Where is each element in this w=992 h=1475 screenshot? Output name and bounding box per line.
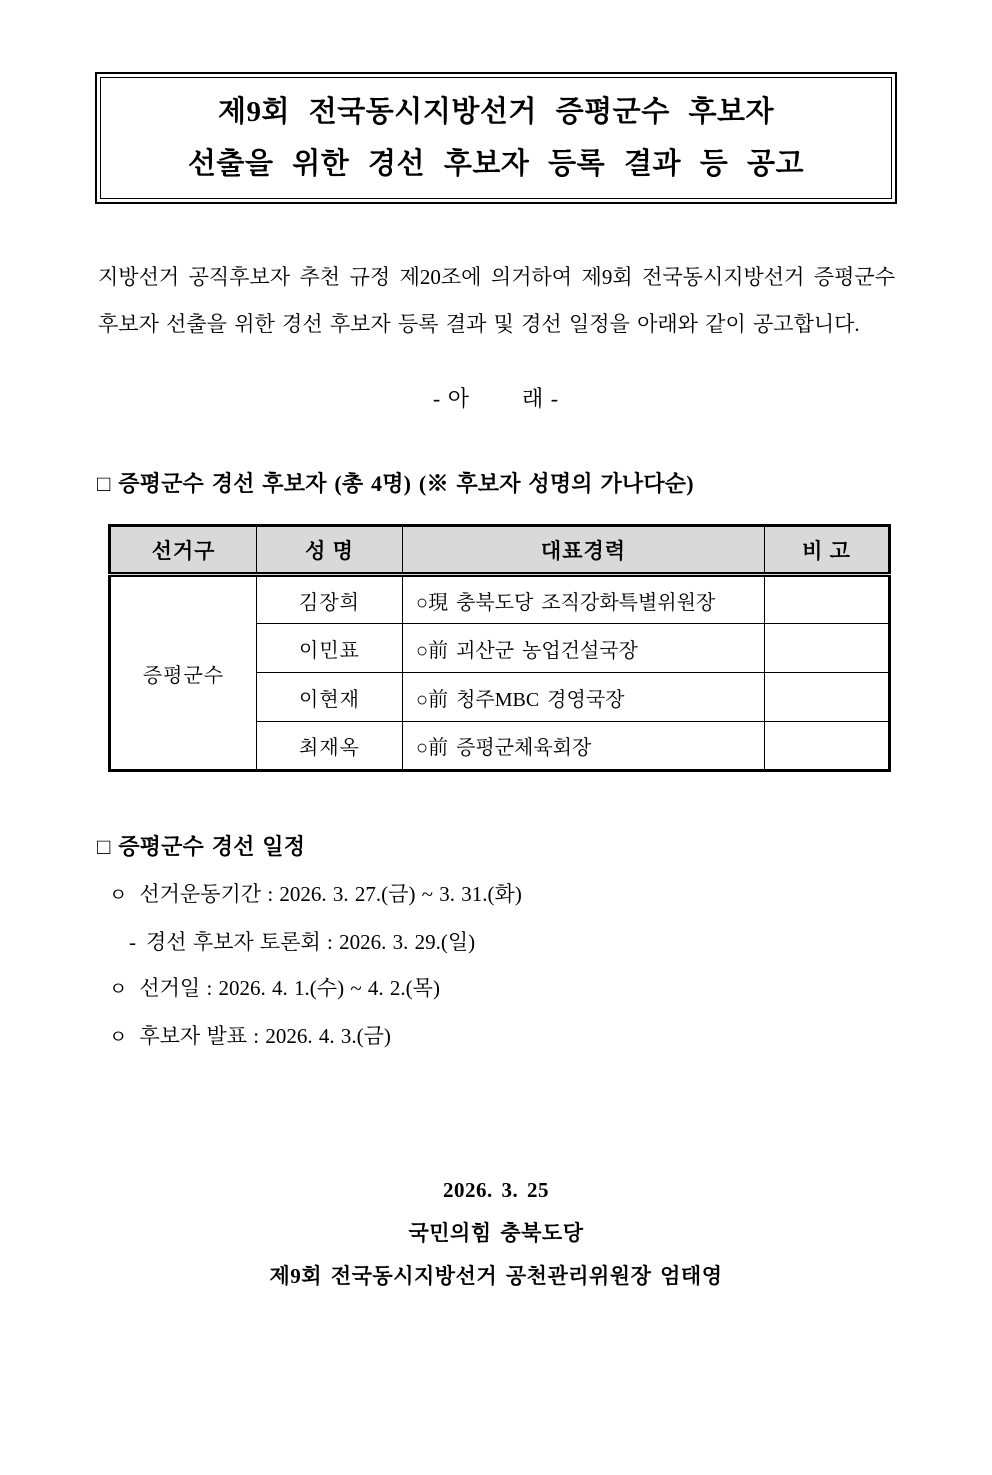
schedule-item-text: 선거일 : 2026. 4. 1.(수) ~ 4. 2.(목) [139,976,440,1000]
column-header-district: 선거구 [110,526,257,575]
schedule-item-text: 후보자 발표 : 2026. 4. 3.(금) [139,1024,391,1048]
schedule-section-heading: □ 증평군수 경선 일정 [97,834,306,859]
circle-bullet-icon: ㅇ [109,885,128,906]
candidate-note-cell [765,722,890,771]
circle-bullet-icon: ㅇ [109,1027,128,1048]
candidate-career-cell: ○現 충북도당 조직강화특별위원장 [403,575,765,624]
announcement-page [0,72,992,1475]
column-header-name: 성 명 [257,526,403,575]
schedule-item-debate [95,919,897,965]
signer-title-name: 제9회 전국동시지방선거 공천관리위원장 엄태영 [269,1264,723,1288]
below-divider: - 아 래 - [432,386,560,411]
schedule-item-announcement [95,1013,897,1061]
candidate-career-cell: ○前 청주MBC 경영국장 [403,673,765,722]
candidate-name-cell: 이현재 [257,673,403,722]
district-cell: 증평군수 [110,575,257,771]
dash-bullet-icon: - [129,930,136,954]
candidate-name-cell: 김장희 [257,575,403,624]
candidates-section-heading: □ 증평군수 경선 후보자 (총 4명) (※ 후보자 성명의 가나다순) [97,471,694,496]
candidate-career-cell: ○前 괴산군 농업건설국장 [403,624,765,673]
document-title-line-2: 선출을 위한 경선 후보자 등록 결과 등 공고 [187,148,805,180]
candidate-name-cell: 이민표 [257,624,403,673]
candidate-note-cell [765,624,890,673]
candidates-table [108,524,891,772]
candidate-name-cell: 최재옥 [257,722,403,771]
schedule-item-campaign-period [95,871,897,919]
schedule-item-text: 경선 후보자 토론회 : 2026. 3. 29.(일) [146,930,476,954]
issuing-organization: 국민의힘 충북도당 [408,1221,584,1245]
schedule-item-text: 선거운동기간 : 2026. 3. 27.(금) ~ 3. 31.(화) [139,882,522,906]
announcement-date: 2026. 3. 25 [443,1178,549,1202]
table-header-row [110,526,890,575]
document-title-line-1: 제9회 전국동시지방선거 증평군수 후보자 [217,96,775,128]
intro-paragraph: 지방선거 공직후보자 추천 규정 제20조에 의거하여 제9회 전국동시지방선거 증평군수 후보자 선출을 위한 경선 후보자 등록 결과 및 경선 일정을 아래와 같이 공고합니다. [98,265,895,336]
column-header-career: 대표경력 [403,526,765,575]
schedule-list [95,871,897,1061]
circle-bullet-icon: ㅇ [109,979,128,1000]
candidate-note-cell [765,575,890,624]
title-box-inner [100,77,892,199]
candidate-career-cell: ○前 증평군체육회장 [403,722,765,771]
table-row [110,575,890,624]
title-box [95,72,897,204]
schedule-item-election-day [95,965,897,1013]
column-header-note: 비 고 [765,526,890,575]
candidate-note-cell [765,673,890,722]
signature-block [95,1169,897,1298]
